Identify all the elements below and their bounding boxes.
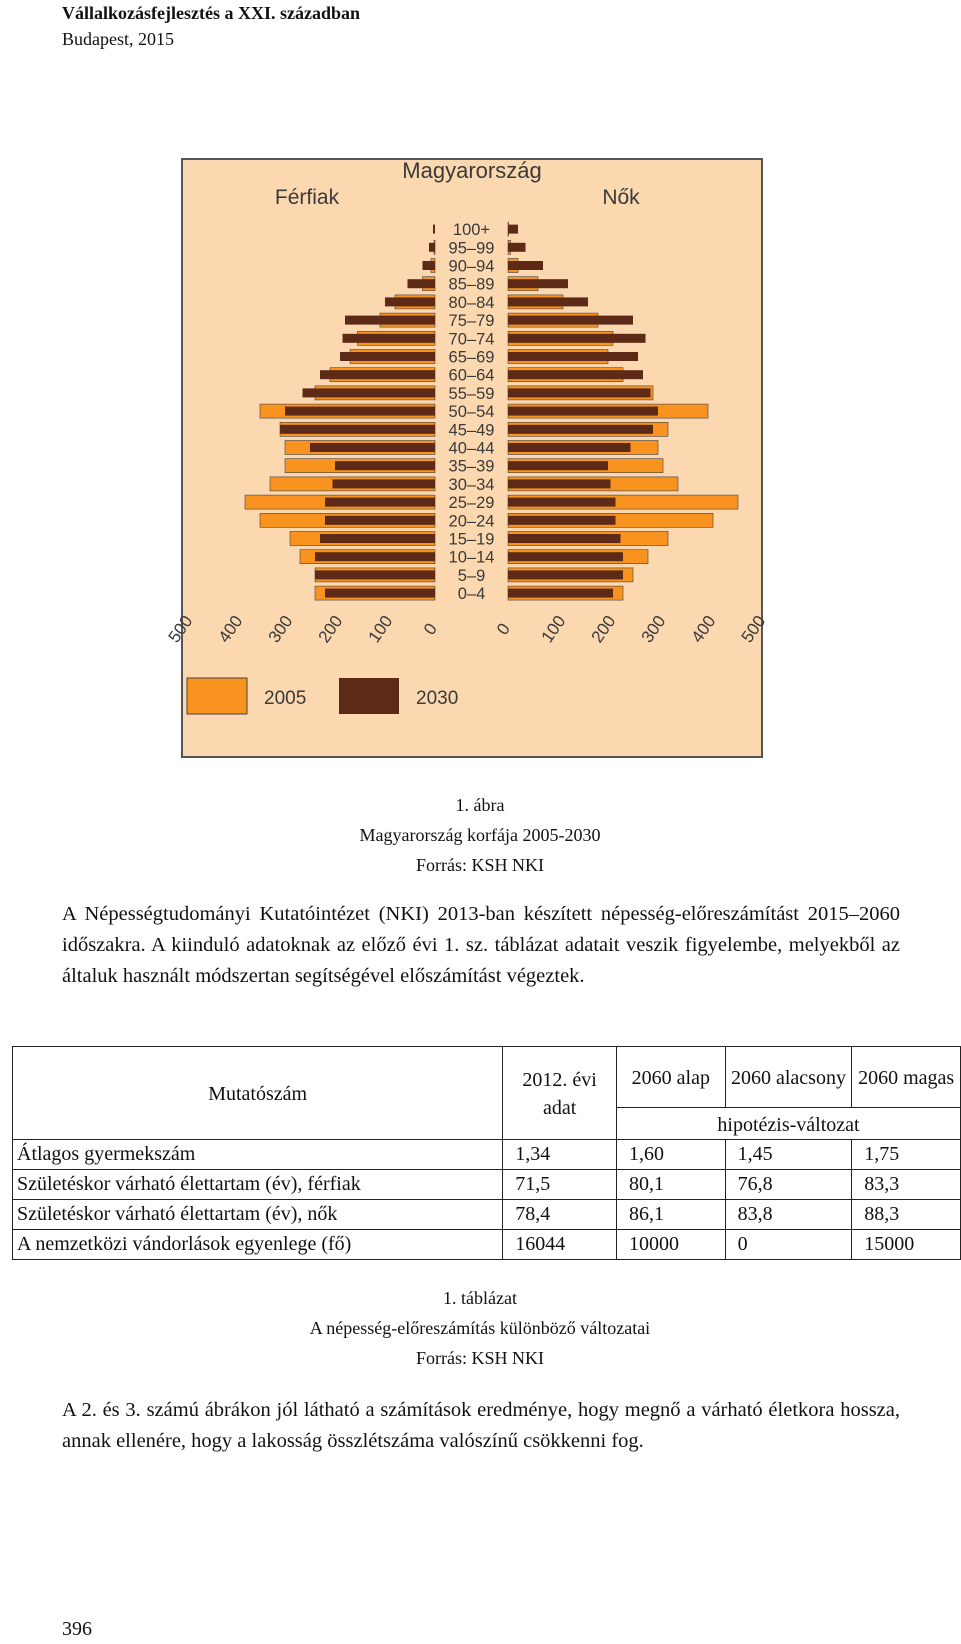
cell-value: 80,1 [616, 1170, 725, 1200]
bar-male-2030 [335, 461, 435, 470]
bar-male-2030 [315, 552, 435, 561]
bar-male-2030 [325, 498, 435, 507]
bar-male-2030 [285, 407, 435, 416]
legend-label-2030: 2030 [416, 688, 459, 709]
bar-male-2030 [345, 316, 435, 325]
bar-female-2030 [508, 352, 638, 361]
row-label: Születéskor várható élettartam (év), férfiak [13, 1170, 503, 1200]
header-2060-magas: 2060 magas [852, 1047, 961, 1108]
bar-female-2030 [508, 570, 623, 579]
bar-male-2030 [340, 352, 435, 361]
legend-label-2005: 2005 [264, 688, 307, 709]
bar-male-2030 [429, 243, 435, 252]
bar-female-2030 [508, 225, 518, 234]
age-group-label: 95–99 [448, 239, 495, 258]
age-group-label: 45–49 [448, 421, 495, 440]
cell-value: 71,5 [503, 1170, 617, 1200]
bar-female-2030 [508, 534, 621, 543]
x-tick-label-left: 300 [264, 611, 297, 647]
table-title: A népesség-előreszámítás különböző változatai [309, 1318, 651, 1338]
age-group-label: 55–59 [448, 384, 495, 403]
x-tick-label-right: 100 [537, 611, 570, 647]
age-group-label: 100+ [452, 221, 491, 240]
bar-female-2030 [508, 589, 613, 598]
bar-male-2030 [423, 261, 436, 270]
cell-value: 1,75 [852, 1140, 961, 1170]
age-group-label: 30–34 [448, 475, 495, 494]
cell-value: 83,8 [725, 1200, 852, 1230]
table-source: Forrás: KSH NKI [416, 1348, 544, 1368]
cell-value: 15000 [852, 1230, 961, 1260]
age-group-label: 5–9 [457, 566, 486, 585]
bar-male-2030 [320, 534, 435, 543]
bar-female-2030 [508, 461, 608, 470]
bar-female-2030 [508, 425, 653, 434]
bar-female-2030 [508, 279, 568, 288]
age-group-label: 80–84 [448, 293, 495, 312]
bar-male-2030 [333, 479, 436, 488]
table-header-row [13, 1047, 961, 1108]
cell-value: 1,60 [616, 1140, 725, 1170]
bar-male-2030 [315, 570, 435, 579]
cell-value: 83,3 [852, 1170, 961, 1200]
age-group-label: 60–64 [448, 366, 495, 385]
bar-male-2030 [310, 443, 435, 452]
age-group-label: 75–79 [448, 312, 495, 331]
bar-male-2030 [385, 297, 435, 306]
bar-male-2030 [303, 388, 436, 397]
x-tick-label-right: 400 [687, 611, 720, 647]
legend-swatch-2005 [187, 678, 247, 714]
figure-title: Magyarország korfája 2005-2030 [359, 825, 601, 845]
age-group-label: 85–89 [448, 275, 495, 294]
bar-female-2030 [508, 479, 611, 488]
bar-male-2030 [325, 516, 435, 525]
header-2060-alap: 2060 alap [616, 1047, 725, 1108]
table-row [13, 1230, 961, 1260]
age-group-label: 90–94 [448, 257, 495, 276]
bar-female-2030 [508, 243, 526, 252]
bar-female-2030 [508, 261, 543, 270]
bar-female-2030 [508, 316, 633, 325]
table-row [13, 1140, 961, 1170]
bar-female-2030 [508, 334, 646, 343]
bar-female-2030 [508, 498, 616, 507]
x-tick-label-right: 500 [737, 611, 770, 647]
projection-table [12, 1046, 961, 1260]
legend-swatch-2030 [339, 678, 399, 714]
age-group-label: 50–54 [448, 403, 495, 422]
age-group-label: 25–29 [448, 494, 495, 513]
table-row [13, 1200, 961, 1230]
cell-value: 86,1 [616, 1200, 725, 1230]
bar-female-2030 [508, 388, 651, 397]
bar-female-2030 [508, 443, 631, 452]
bar-male-2030 [325, 589, 435, 598]
x-tick-label-left: 100 [364, 611, 397, 647]
figure-source: Forrás: KSH NKI [416, 855, 544, 875]
row-label: A nemzetközi vándorlások egyenlege (fő) [13, 1230, 503, 1260]
x-tick-label-left: 400 [214, 611, 247, 647]
running-header [62, 0, 360, 52]
page-number: 396 [62, 1618, 92, 1640]
population-pyramid-chart [164, 158, 770, 758]
header-hipotezis: hipotézis-változat [616, 1108, 960, 1140]
paragraph-intro: A Népességtudományi Kutatóintézet (NKI) 2013-ban készített népesség-előreszámítást 2015–2060 időszakra. A kiinduló adatoknak az előző évi 1. sz. táblázat adatait veszik figyelembe, melyekből az általuk használt módszertan segítségével előszámítást végeztek. [62, 903, 900, 987]
age-group-label: 15–19 [448, 530, 495, 549]
age-group-label: 70–74 [448, 330, 495, 349]
age-group-label: 0–4 [457, 585, 486, 604]
row-label: Születéskor várható élettartam (év), nők [13, 1200, 503, 1230]
journal-title: Vállalkozásfejlesztés a XXI. században [62, 3, 360, 23]
table-number: 1. táblázat [443, 1288, 517, 1308]
x-tick-label-left: 500 [164, 611, 197, 647]
bar-female-2030 [508, 552, 623, 561]
age-group-label: 20–24 [448, 512, 495, 531]
bar-male-2030 [280, 425, 435, 434]
cell-value: 10000 [616, 1230, 725, 1260]
age-group-label: 65–69 [448, 348, 495, 367]
table-row [13, 1170, 961, 1200]
chart-title: Magyarország [402, 158, 542, 183]
x-tick-label-right: 300 [637, 611, 670, 647]
cell-value: 88,3 [852, 1200, 961, 1230]
bar-male-2030 [408, 279, 436, 288]
bar-male-2030 [433, 225, 435, 234]
cell-value: 78,4 [503, 1200, 617, 1230]
age-group-label: 40–44 [448, 439, 495, 458]
bar-female-2030 [508, 516, 616, 525]
male-label: Férfiak [274, 186, 340, 209]
cell-value: 0 [725, 1230, 852, 1260]
bar-male-2030 [320, 370, 435, 379]
age-group-label: 10–14 [448, 548, 495, 567]
figure-number: 1. ábra [455, 795, 505, 815]
bar-female-2030 [508, 407, 658, 416]
bar-male-2030 [343, 334, 436, 343]
x-tick-label-left: 200 [314, 611, 347, 647]
bar-female-2030 [508, 370, 643, 379]
header-2012: 2012. évi adat [503, 1047, 617, 1140]
x-tick-label-left: 0 [419, 619, 441, 639]
cell-value: 16044 [503, 1230, 617, 1260]
x-tick-label-right: 0 [492, 619, 514, 639]
journal-place-year: Budapest, 2015 [62, 29, 174, 49]
bar-female-2030 [508, 297, 588, 306]
cell-value: 1,34 [503, 1140, 617, 1170]
female-label: Nők [602, 186, 640, 209]
row-label: Átlagos gyermekszám [13, 1140, 503, 1170]
header-2060-alacsony: 2060 alacsony [725, 1047, 852, 1108]
x-tick-label-right: 200 [587, 611, 620, 647]
age-group-label: 35–39 [448, 457, 495, 476]
header-mutatoszam: Mutatószám [13, 1047, 503, 1140]
cell-value: 76,8 [725, 1170, 852, 1200]
paragraph-conclusion: A 2. és 3. számú ábrákon jól látható a számítások eredménye, hogy megnő a várható életkora hossza, annak ellenére, hogy a lakosság összlétszáma valószínű csökkenni fog. [62, 1399, 900, 1452]
cell-value: 1,45 [725, 1140, 852, 1170]
